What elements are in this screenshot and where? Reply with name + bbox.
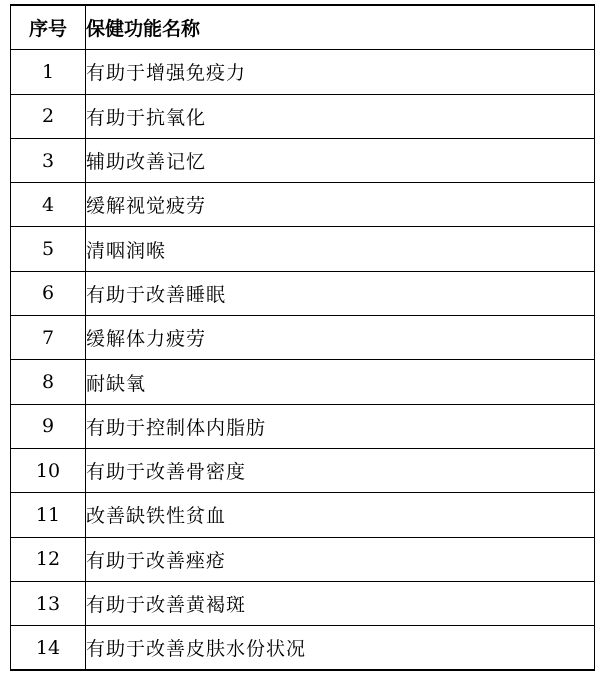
table-row	[11, 227, 595, 271]
table-row	[11, 271, 595, 315]
row-function-name: 有助于抗氧化	[86, 94, 595, 138]
table-row	[11, 493, 595, 537]
header-number: 序号	[11, 5, 86, 50]
row-function-name: 有助于改善皮肤水份状况	[86, 626, 595, 671]
row-function-name: 有助于改善骨密度	[86, 448, 595, 492]
row-function-name: 缓解体力疲劳	[86, 316, 595, 360]
table-row	[11, 138, 595, 182]
table-row	[11, 404, 595, 448]
row-number: 5	[11, 227, 86, 271]
row-number: 7	[11, 316, 86, 360]
row-number: 6	[11, 271, 86, 315]
row-number: 3	[11, 138, 86, 182]
health-function-table	[10, 4, 595, 671]
table-row	[11, 537, 595, 581]
row-function-name: 有助于控制体内脂肪	[86, 404, 595, 448]
table-header-row	[11, 5, 595, 50]
health-function-table-container	[10, 4, 594, 671]
table-row	[11, 581, 595, 625]
row-number: 13	[11, 581, 86, 625]
table-row	[11, 183, 595, 227]
row-number: 9	[11, 404, 86, 448]
row-number: 12	[11, 537, 86, 581]
table-row	[11, 448, 595, 492]
row-function-name: 耐缺氧	[86, 360, 595, 404]
table-row	[11, 626, 595, 671]
row-function-name: 有助于改善痤疮	[86, 537, 595, 581]
row-function-name: 有助于改善黄褐斑	[86, 581, 595, 625]
table-row	[11, 94, 595, 138]
row-function-name: 缓解视觉疲劳	[86, 183, 595, 227]
row-number: 2	[11, 94, 86, 138]
row-number: 14	[11, 626, 86, 671]
row-number: 4	[11, 183, 86, 227]
table-row	[11, 360, 595, 404]
row-function-name: 有助于增强免疫力	[86, 50, 595, 94]
row-number: 11	[11, 493, 86, 537]
row-function-name: 清咽润喉	[86, 227, 595, 271]
header-function-name: 保健功能名称	[86, 5, 595, 50]
table-row	[11, 316, 595, 360]
row-number: 8	[11, 360, 86, 404]
row-number: 1	[11, 50, 86, 94]
row-number: 10	[11, 448, 86, 492]
table-row	[11, 50, 595, 94]
row-function-name: 辅助改善记忆	[86, 138, 595, 182]
row-function-name: 有助于改善睡眠	[86, 271, 595, 315]
row-function-name: 改善缺铁性贫血	[86, 493, 595, 537]
